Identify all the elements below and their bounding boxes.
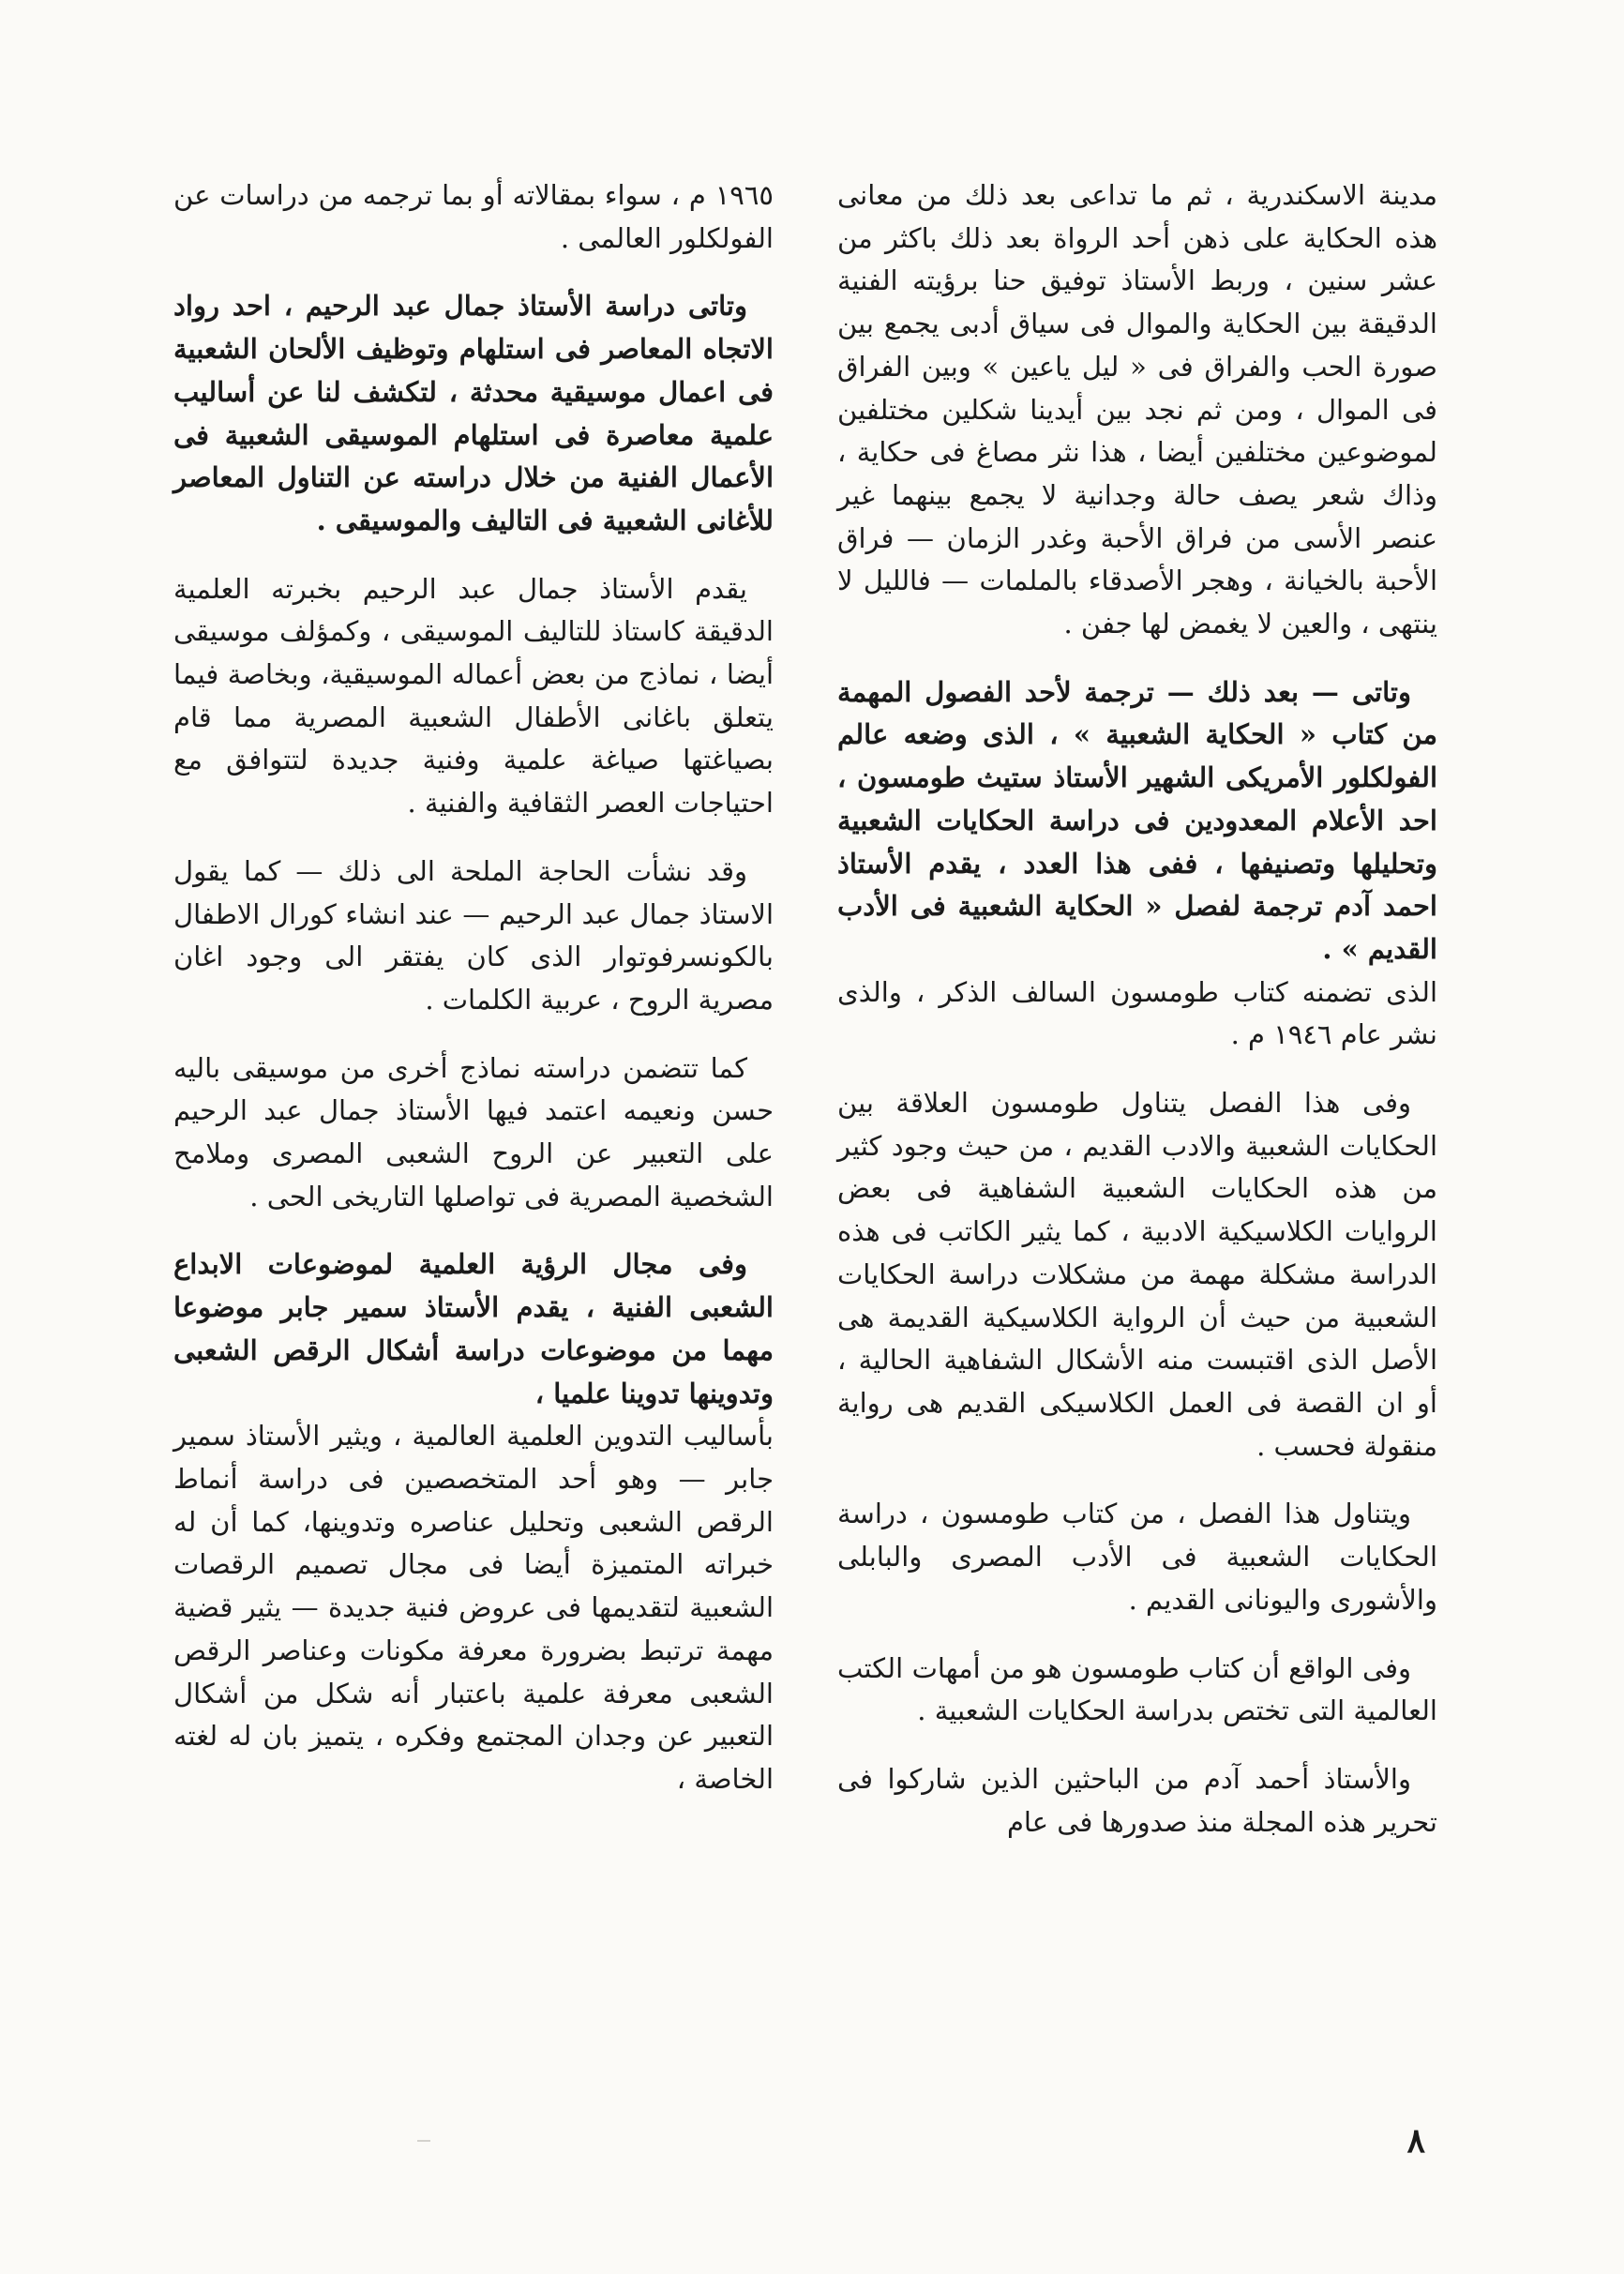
paragraph-childrens-choir: وقد نشأت الحاجة الملحة الى ذلك — كما يقول الاستاذ جمال عبد الرحيم — عند انشاء كورال الاطفال بالكونسرفوتوار الذى كان يفتقر الى وجود اغان مصرية الروح ، عربية الكلمات . [173, 854, 774, 1016]
right-column [837, 174, 1437, 1844]
paragraph-ballet: كما تتضمن دراسته نماذج أخرى من موسيقى باليه حسن ونعيمه اعتمد فيها الأستاذ جمال عبد الرحيم على التعبير عن الروح الشعبى المصرى وملامح الشخصية المصرية فى تواصلها التاريخى الحى . [173, 1051, 774, 1212]
paragraph-chapter-scope: ويتناول هذا الفصل ، من كتاب طومسون ، دراسة الحكايات الشعبية فى الأدب المصرى والبابلى والأشورى واليونانى القديم . [837, 1498, 1437, 1616]
paragraph-since-1965: ١٩٦٥ م ، سواء بمقالاته أو بما ترجمه من دراسات عن الفولكلور العالمى . [173, 179, 774, 254]
paragraph-thompson-book: الذى تضمنه كتاب طومسون السالف الذكر ، والذى نشر عام ١٩٤٦ م . [837, 975, 1437, 1051]
paragraph-gamal-expertise: يقدم الأستاذ جمال عبد الرحيم بخبرته العلمية الدقيقة كاستاذ للتاليف الموسيقى ، وكمؤلف موسيقى أيضا ، نماذج من بعض أعماله الموسيقية، وبخاصة فيما يتعلق باغانى الأطفال الشعبية المصرية مما قام بصياغتها صياغة علمية وفنية جديدة لتتوافق مع احتياجات العصر الثقافية والفنية . [173, 572, 774, 820]
footer-mark [417, 2140, 430, 2142]
paragraph-gamal-abdelrahim-intro: وتاتى دراسة الأستاذ جمال عبد الرحيم ، احد رواد الاتجاه المعاصر فى استلهام وتوظيف الألحان الشعبية فى اعمال موسيقية محدثة ، لتكشف لنا عن أساليب علمية معاصرة فى استلهام الموسيقى الشعبية فى الأعمال الفنية من خلال دراسته عن التناول المعاصر للأغانى الشعبية فى التاليف والموسيقى . [173, 290, 774, 536]
paragraph-dance-notation: بأساليب التدوين العلمية العالمية ، ويثير الأستاذ سمير جابر — وهو أحد المتخصصين فى دراسة أنماط الرقص الشعبى وتحليل عناصره وتدوينها، كما أن له خبراته المتميزة أيضا فى مجال تصميم الرقصات الشعبية لتقديمها فى عروض فنية جديدة — يثير قضية مهمة ترتبط بضرورة معرفة مكونات وعناصر الرقص الشعبى معرفة علمية باعتبار أنه شكل من أشكال التعبير عن وجدان المجتمع وفكره ، يتميز بان له لغته الخاصة ، [173, 1420, 774, 1795]
page-number: ٨ [1406, 2121, 1425, 2161]
paragraph-ahmed-adam: والأستاذ أحمد آدم من الباحثين الذين شاركوا فى تحرير هذه المجلة منذ صدورها فى عام [837, 1762, 1437, 1838]
paragraph-alexandria: مدينة الاسكندرية ، ثم ما تداعى بعد ذلك من معانى هذه الحكاية على ذهن أحد الرواة بعد ذلك باكثر من عشر سنين ، وربط الأستاذ توفيق حنا برؤيته الفنية الدقيقة بين الحكاية والموال فى سياق أدبى يجمع بين صورة الحب والفراق فى « ليل ياعين » وبين الفراق فى الموال ، ومن ثم نجد بين أيدينا شكلين مختلفين لموضوعين مختلفين أيضا ، هذا نثر مصاغ فى حكاية ، وذاك شعر يصف حالة وجدانية لا يجمع بينهما غير عنصر الأسى من فراق الأحبة وغدر الزمان — فراق الأحبة بالخيانة ، وهجر الأصدقاء بالملمات — فالليل لا ينتهى ، والعين لا يغمض لها جفن . [837, 179, 1437, 640]
paragraph-thompson-book-importance: وفى الواقع أن كتاب طومسون هو من أمهات الكتب العالمية التى تختص بدراسة الحكايات الشعبية . [837, 1651, 1437, 1727]
paragraph-chapter-relation: وفى هذا الفصل يتناول طومسون العلاقة بين الحكايات الشعبية والادب القديم ، من حيث وجود كثير من هذه الحكايات الشعبية الشفاهية فى بعض الروايات الكلاسيكية الادبية ، كما يثير الكاتب فى هذه الدراسة مشكلة مهمة من مشكلات دراسة الحكايات الشعبية من حيث أن الرواية الكلاسيكية القديمة هى الأصل الذى اقتبست منه الأشكال الشفاهية الحالية ، أو ان القصة فى العمل الكلاسيكى القديم هى رواية منقولة فحسب . [837, 1087, 1437, 1462]
paragraph-thompson-intro: وتاتى — بعد ذلك — ترجمة لأحد الفصول المهمة من كتاب « الحكاية الشعبية » ، الذى وضعه عالم الفولكلور الأمريكى الشهير الأستاذ ستيث طومسون ، احد الأعلام المعدودين فى دراسة الحكايات الشعبية وتحليلها وتصنيفها ، ففى هذا العدد ، يقدم الأستاذ احمد آدم ترجمة لفصل « الحكاية الشعبية فى الأدب القديم » . [837, 675, 1437, 965]
left-column [173, 174, 774, 1801]
paragraph-samir-gaber-intro: وفى مجال الرؤية العلمية لموضوعات الابداع الشعبى الفنية ، يقدم الأستاذ سمير جابر موضوعا مهما من موضوعات دراسة أشكال الرقص الشعبى وتدوينها تدوينا علميا ، [173, 1248, 774, 1409]
